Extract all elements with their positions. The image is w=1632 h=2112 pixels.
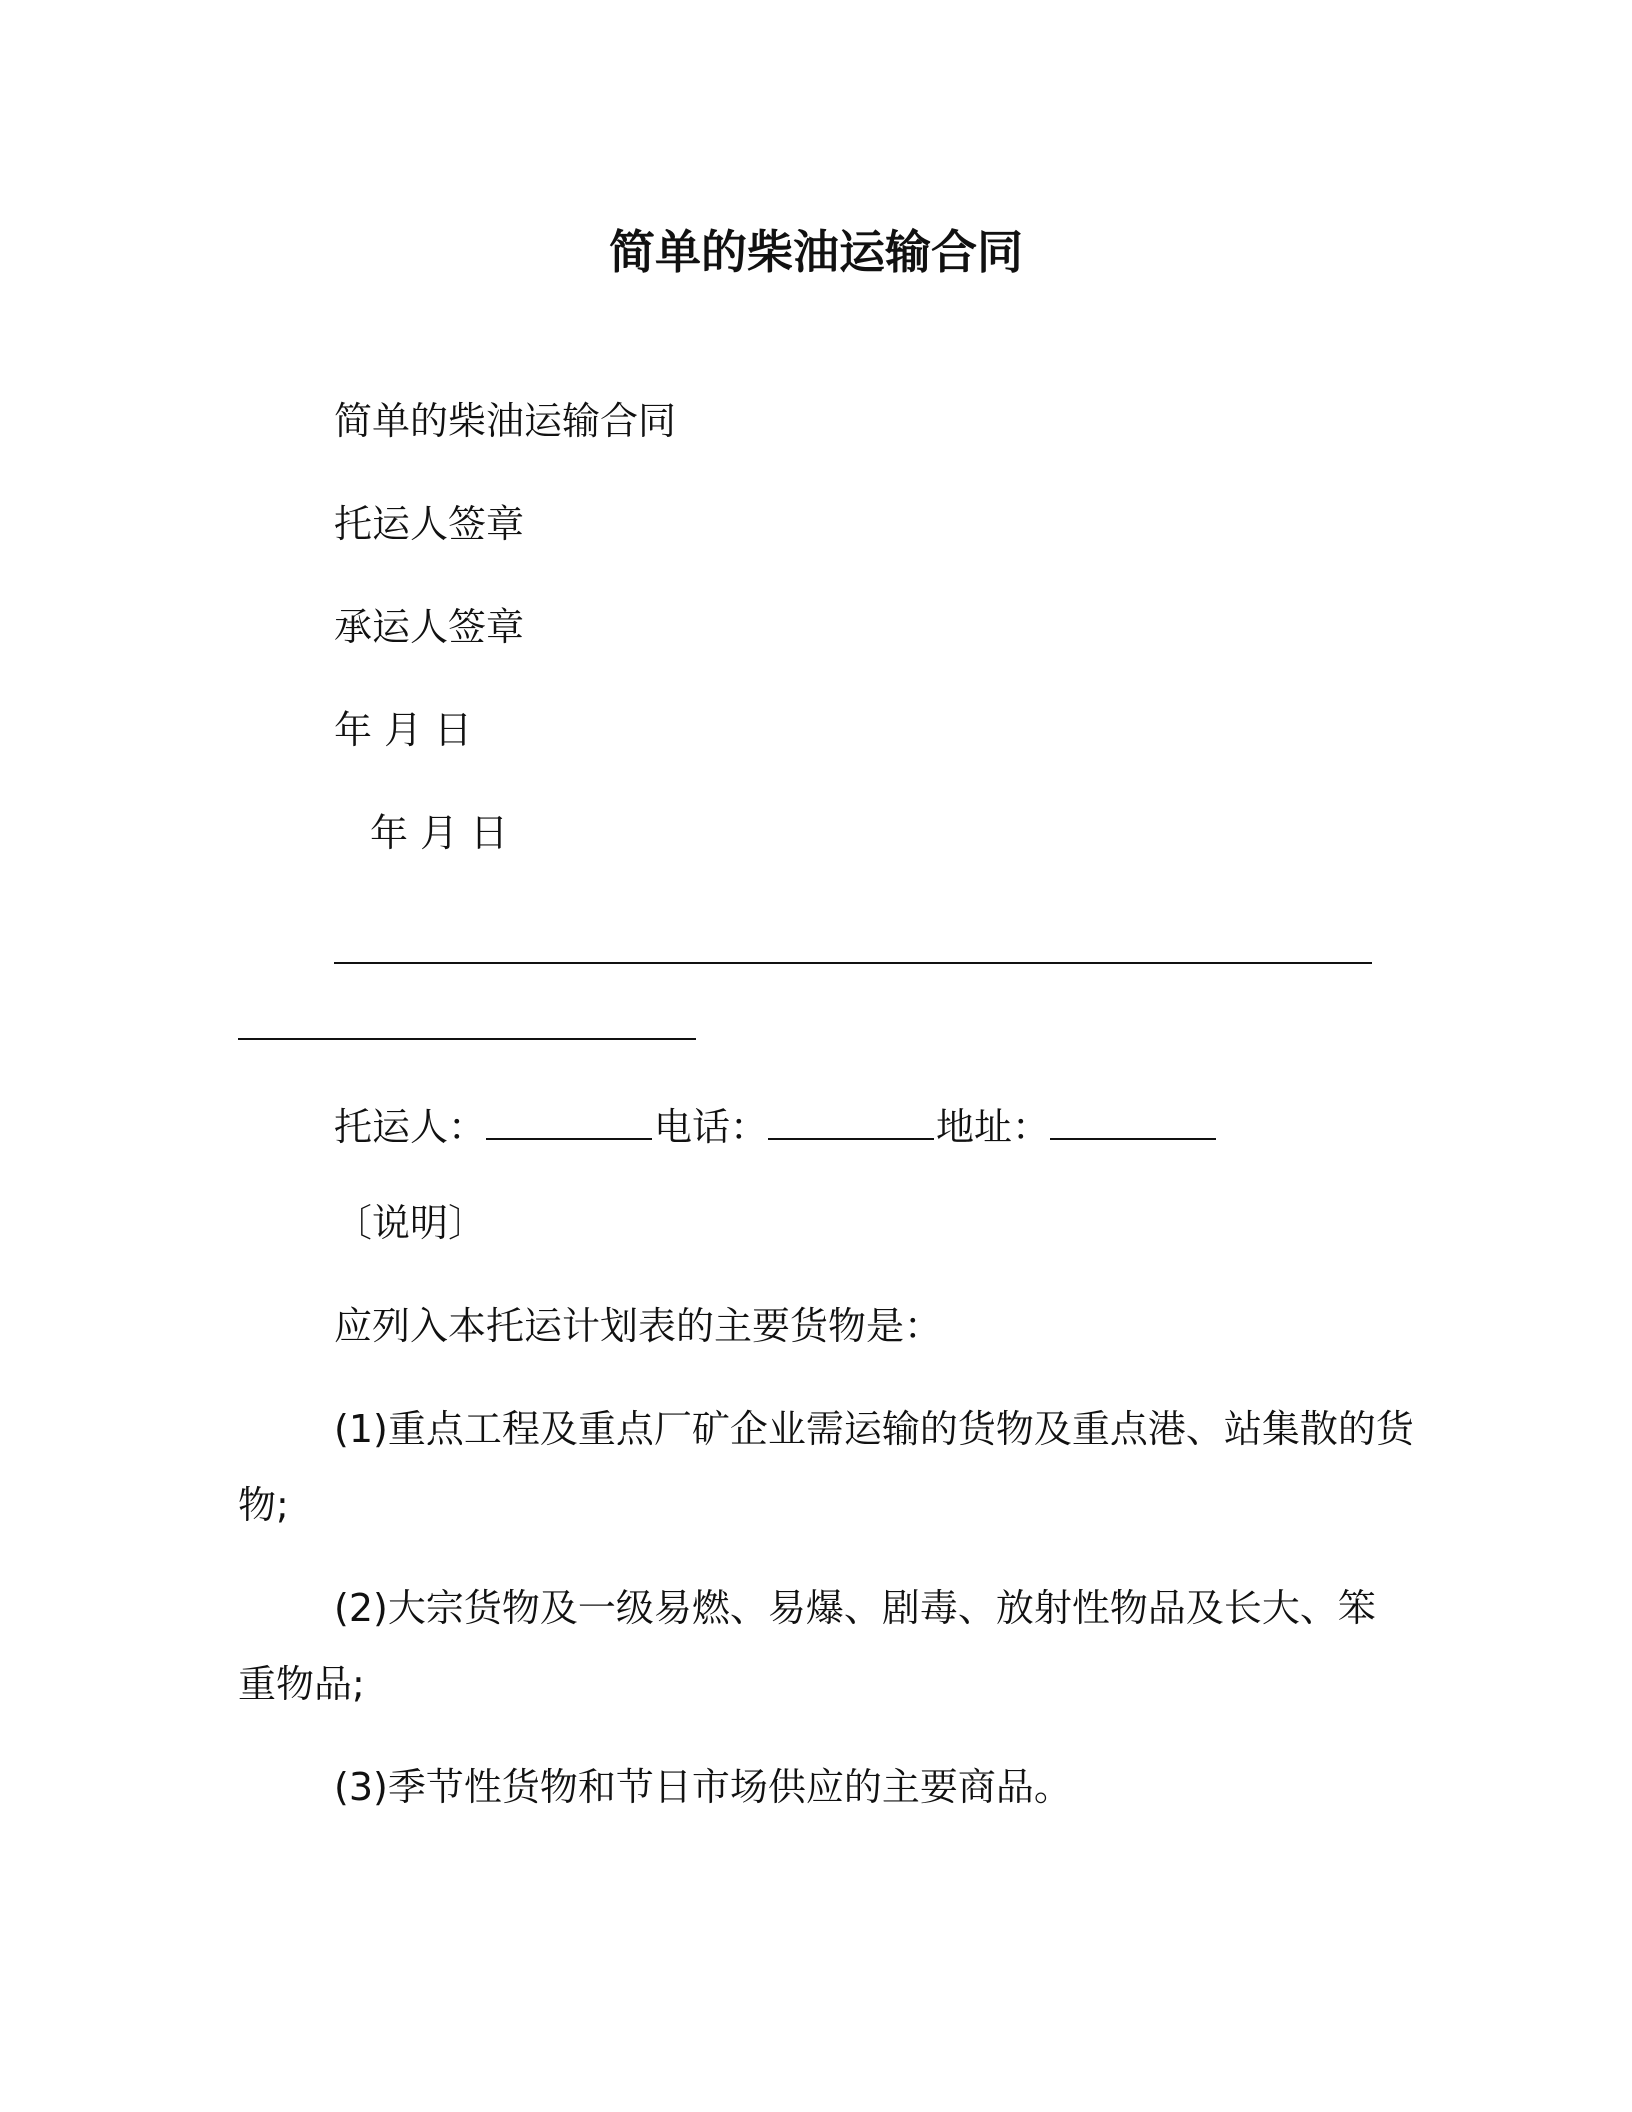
document-title: 简单的柴油运输合同	[609, 225, 1023, 279]
phone-field-label: 电话：	[654, 1105, 769, 1149]
date-line-2: 年 月 日	[370, 811, 509, 855]
contact-fields-row	[334, 1102, 1218, 1152]
item-1-line-2: 物;	[238, 1483, 289, 1527]
note-heading: 〔说明〕	[334, 1201, 487, 1245]
shipper-seal-label: 托运人签章	[334, 502, 525, 546]
item-2-line-2: 重物品;	[238, 1662, 365, 1706]
date-line-1: 年 月 日	[334, 708, 473, 752]
shipper-blank-field[interactable]	[486, 1104, 652, 1140]
separator-rule-2	[238, 1038, 696, 1040]
item-3: (3)季节性货物和节日市场供应的主要商品。	[334, 1765, 1072, 1809]
item-2-line-1: (2)大宗货物及一级易燃、易爆、剧毒、放射性物品及长大、笨	[334, 1586, 1376, 1630]
carrier-seal-label: 承运人签章	[334, 605, 525, 649]
phone-blank-field[interactable]	[768, 1104, 934, 1140]
shipper-field-label: 托运人：	[334, 1105, 487, 1149]
address-field-label: 地址：	[936, 1105, 1051, 1149]
address-blank-field[interactable]	[1050, 1104, 1216, 1140]
item-1-line-1: (1)重点工程及重点厂矿企业需运输的货物及重点港、站集散的货	[334, 1407, 1414, 1451]
contract-subtitle: 简单的柴油运输合同	[334, 399, 677, 443]
separator-rule-1	[334, 962, 1372, 964]
intro-paragraph: 应列入本托运计划表的主要货物是：	[334, 1304, 943, 1348]
